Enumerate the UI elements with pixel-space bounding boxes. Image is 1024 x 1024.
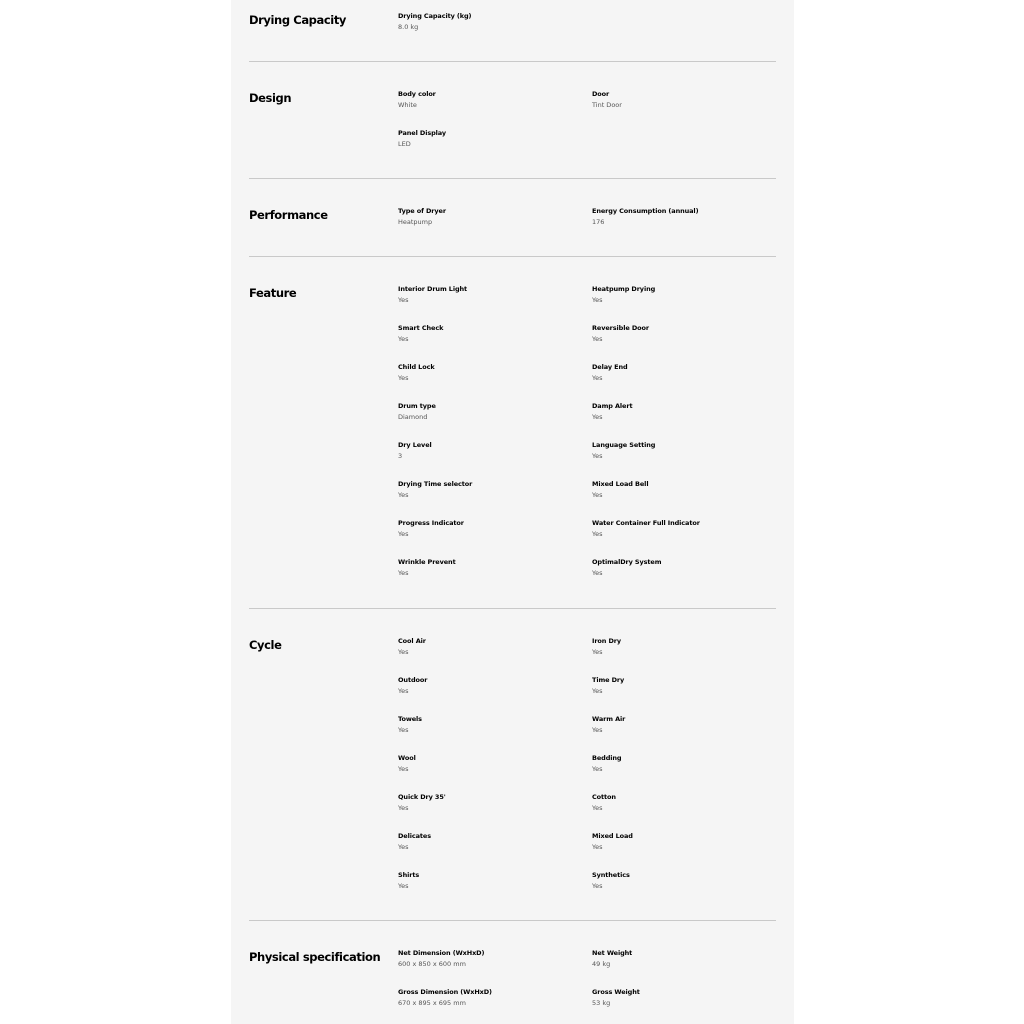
spec-item: [592, 480, 772, 500]
spec-item: [398, 363, 578, 383]
spec-label: Damp Alert: [592, 402, 633, 410]
section-divider: [249, 256, 776, 257]
spec-value: Yes: [398, 843, 409, 851]
spec-value: Yes: [398, 882, 409, 890]
spec-item: [592, 519, 772, 539]
spec-value: Yes: [592, 296, 603, 304]
spec-label: Outdoor: [398, 676, 428, 684]
spec-value: Yes: [592, 882, 603, 890]
section-title: Drying Capacity: [249, 13, 347, 27]
section-title: Cycle: [249, 638, 282, 652]
spec-value: 8.0 kg: [398, 23, 419, 31]
spec-label: Body color: [398, 90, 436, 98]
spec-value: Yes: [398, 374, 409, 382]
spec-value: Yes: [398, 726, 409, 734]
spec-label: Smart Check: [398, 324, 444, 332]
spec-value: Yes: [592, 765, 603, 773]
spec-value: Diamond: [398, 413, 428, 421]
spec-value: Yes: [398, 530, 409, 538]
spec-item: [398, 949, 578, 969]
spec-value: Yes: [398, 804, 409, 812]
spec-label: Wrinkle Prevent: [398, 558, 456, 566]
section-divider: [249, 61, 776, 62]
spec-value: 670 x 895 x 695 mm: [398, 999, 466, 1007]
section-title: Design: [249, 91, 292, 105]
spec-item: [398, 324, 578, 344]
spec-value: 600 x 850 x 600 mm: [398, 960, 466, 968]
spec-label: Delay End: [592, 363, 628, 371]
spec-value: Yes: [592, 491, 603, 499]
spec-value: Yes: [592, 335, 603, 343]
spec-value: Yes: [398, 491, 409, 499]
spec-value: Yes: [398, 648, 409, 656]
spec-item: [398, 754, 578, 774]
spec-label: Cotton: [592, 793, 616, 801]
spec-item: [592, 832, 772, 852]
section-title: Feature: [249, 286, 297, 300]
spec-item: [398, 793, 578, 813]
spec-item: [592, 285, 772, 305]
spec-value: Yes: [592, 726, 603, 734]
spec-item: [592, 637, 772, 657]
spec-label: Mixed Load: [592, 832, 633, 840]
spec-item: [398, 12, 578, 32]
spec-label: Dry Level: [398, 441, 432, 449]
spec-item: [398, 129, 578, 149]
spec-item: [592, 676, 772, 696]
spec-label: OptimalDry System: [592, 558, 662, 566]
spec-value: 176: [592, 218, 605, 226]
spec-label: Water Container Full Indicator: [592, 519, 700, 527]
spec-label: Gross Dimension (WxHxD): [398, 988, 492, 996]
spec-label: Bedding: [592, 754, 622, 762]
spec-item: [398, 637, 578, 657]
spec-label: Energy Consumption (annual): [592, 207, 699, 215]
spec-item: [398, 871, 578, 891]
spec-label: Synthetics: [592, 871, 630, 879]
spec-item: [398, 832, 578, 852]
spec-label: Interior Drum Light: [398, 285, 468, 293]
spec-item: [398, 519, 578, 539]
spec-label: Wool: [398, 754, 416, 762]
spec-label: Quick Dry 35': [398, 793, 446, 801]
spec-value: Yes: [592, 648, 603, 656]
spec-value: Yes: [592, 804, 603, 812]
spec-label: Drying Time selector: [398, 480, 473, 488]
spec-value: Yes: [398, 296, 409, 304]
spec-item: [592, 207, 772, 227]
spec-value: Yes: [592, 843, 603, 851]
spec-value: Yes: [398, 765, 409, 773]
spec-item: [592, 871, 772, 891]
spec-value: Yes: [592, 569, 603, 577]
spec-item: [398, 441, 578, 461]
spec-value: Yes: [592, 452, 603, 460]
spec-item: [592, 715, 772, 735]
spec-label: Towels: [398, 715, 422, 723]
spec-value: Yes: [398, 569, 409, 577]
spec-item: [398, 988, 578, 1008]
spec-value: Yes: [592, 413, 603, 421]
spec-item: [398, 676, 578, 696]
spec-label: Panel Display: [398, 129, 446, 137]
spec-label: Language Setting: [592, 441, 656, 449]
spec-item: [398, 715, 578, 735]
spec-value: Tint Door: [592, 101, 622, 109]
section-title: Performance: [249, 208, 328, 222]
spec-value: Yes: [398, 687, 409, 695]
spec-item: [592, 402, 772, 422]
spec-label: Heatpump Drying: [592, 285, 656, 293]
spec-value: Yes: [398, 335, 409, 343]
spec-label: Net Dimension (WxHxD): [398, 949, 485, 957]
spec-item: [592, 441, 772, 461]
spec-item: [592, 558, 772, 578]
spec-label: Warm Air: [592, 715, 626, 723]
spec-label: Shirts: [398, 871, 420, 879]
spec-label: Net Weight: [592, 949, 633, 957]
spec-label: Iron Dry: [592, 637, 622, 645]
spec-label: Type of Dryer: [398, 207, 446, 215]
spec-label: Drying Capacity (kg): [398, 12, 472, 20]
spec-value: LED: [398, 140, 411, 148]
spec-label: Progress Indicator: [398, 519, 464, 527]
spec-item: [592, 363, 772, 383]
spec-label: Delicates: [398, 832, 431, 840]
spec-label: Gross Weight: [592, 988, 640, 996]
spec-label: Drum type: [398, 402, 436, 410]
spec-item: [398, 402, 578, 422]
specifications-panel: [231, 0, 794, 1024]
spec-label: Door: [592, 90, 610, 98]
section-title: Physical specification: [249, 950, 381, 964]
spec-value: Heatpump: [398, 218, 433, 226]
spec-item: [398, 207, 578, 227]
spec-value: White: [398, 101, 417, 109]
spec-value: 49 kg: [592, 960, 611, 968]
section-divider: [249, 608, 776, 609]
spec-value: Yes: [592, 687, 603, 695]
spec-item: [398, 558, 578, 578]
spec-value: 3: [398, 452, 403, 460]
spec-label: Child Lock: [398, 363, 435, 371]
spec-item: [592, 793, 772, 813]
spec-value: Yes: [592, 374, 603, 382]
spec-value: 53 kg: [592, 999, 611, 1007]
spec-item: [398, 480, 578, 500]
section-divider: [249, 178, 776, 179]
section-divider: [249, 920, 776, 921]
spec-label: Reversible Door: [592, 324, 649, 332]
spec-value: Yes: [592, 530, 603, 538]
spec-label: Mixed Load Bell: [592, 480, 649, 488]
spec-item: [398, 90, 578, 110]
spec-item: [592, 949, 772, 969]
spec-item: [592, 324, 772, 344]
spec-label: Time Dry: [592, 676, 625, 684]
spec-item: [592, 988, 772, 1008]
spec-label: Cool Air: [398, 637, 426, 645]
spec-item: [592, 90, 772, 110]
spec-item: [592, 754, 772, 774]
spec-item: [398, 285, 578, 305]
